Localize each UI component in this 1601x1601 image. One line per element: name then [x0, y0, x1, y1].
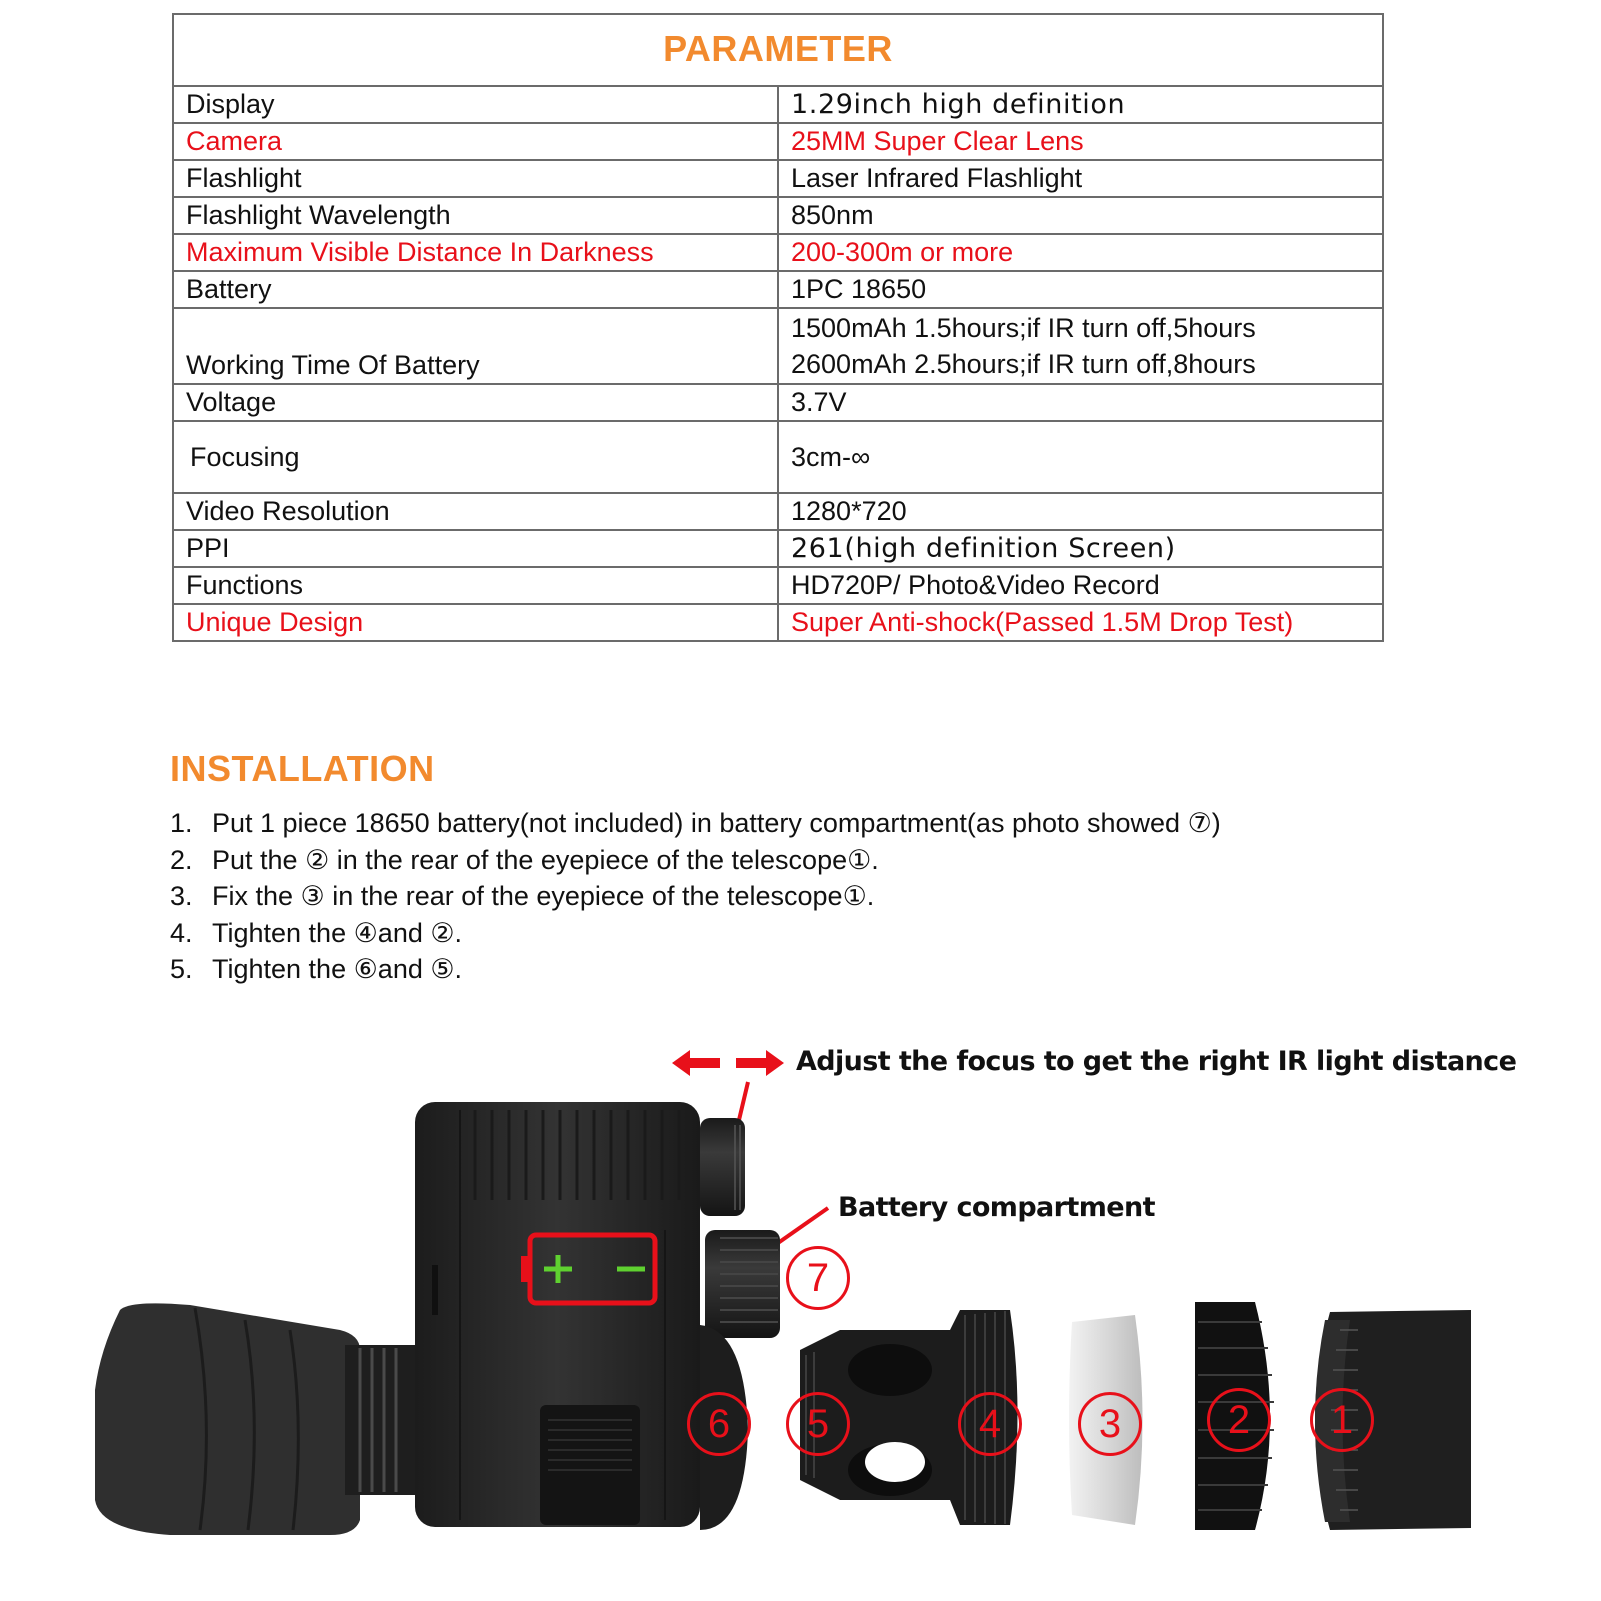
step-number: 5. [170, 954, 193, 984]
table-row-working-time [173, 308, 1383, 384]
installation-diagram [0, 1030, 1601, 1601]
row-value: Laser Infrared Flashlight [778, 160, 1383, 197]
row-label: Display [173, 86, 778, 123]
table-row-flashlight [173, 160, 1383, 197]
table-row-wavelength [173, 197, 1383, 234]
part-label-5: 5 [786, 1392, 850, 1456]
row-label: Functions [173, 567, 778, 604]
row-label: Unique Design [173, 604, 778, 641]
table-row-functions [173, 567, 1383, 604]
step-text: Tighten the ⑥and ⑤. [212, 954, 463, 984]
row-value: 3.7V [778, 384, 1383, 421]
row-value-line: 1500mAh 1.5hours;if IR turn off,5hours [791, 313, 1256, 343]
parameter-title: PARAMETER [663, 28, 893, 69]
row-value: 1PC 18650 [778, 271, 1383, 308]
table-row-video-resolution [173, 493, 1383, 530]
installation-steps [170, 805, 1221, 988]
installation-step [170, 842, 1221, 879]
installation-step [170, 878, 1221, 915]
installation-step [170, 951, 1221, 988]
parameter-title-cell [173, 14, 1383, 86]
focus-adjust-note: Adjust the focus to get the right IR light distance [796, 1046, 1517, 1077]
step-text: Tighten the ④and ②. [212, 917, 463, 948]
step-text: Put 1 piece 18650 battery(not included) in battery compartment(as photo showed ⑦) [212, 808, 1221, 838]
step-number: 4. [170, 917, 193, 948]
row-value: 261(high definition Screen) [778, 530, 1383, 567]
row-value: 3cm-∞ [778, 421, 1383, 493]
row-value: 1280*720 [778, 493, 1383, 530]
row-label: Video Resolution [173, 493, 778, 530]
row-label: Flashlight [173, 160, 778, 197]
table-row-battery [173, 271, 1383, 308]
battery-compartment-note: Battery compartment [838, 1192, 1155, 1223]
installation-step [170, 805, 1221, 842]
part-label-2: 2 [1207, 1388, 1271, 1452]
installation-title: INSTALLATION [170, 748, 435, 789]
step-number: 1. [170, 808, 193, 838]
part-label-4: 4 [958, 1392, 1022, 1456]
table-row-focusing [173, 421, 1383, 493]
row-value: HD720P/ Photo&Video Record [778, 567, 1383, 604]
device-illustration [0, 1030, 1601, 1601]
row-value: 850nm [778, 197, 1383, 234]
step-text: Fix the ③ in the rear of the eyepiece of the telescope①. [212, 881, 875, 911]
table-row-ppi [173, 530, 1383, 567]
table-row-camera [173, 123, 1383, 160]
installation-step [170, 915, 1221, 952]
row-value: 1.29inch high definition [778, 86, 1383, 123]
part-label-1: 1 [1310, 1388, 1374, 1452]
part-label-3: 3 [1078, 1392, 1142, 1456]
double-arrow-icon [672, 1050, 784, 1076]
row-value-line: 2600mAh 2.5hours;if IR turn off,8hours [791, 349, 1256, 379]
parameter-table [172, 13, 1384, 642]
row-label: Maximum Visible Distance In Darkness [173, 234, 778, 271]
row-label: Camera [173, 123, 778, 160]
table-row-display [173, 86, 1383, 123]
table-row-unique-design [173, 604, 1383, 641]
row-label: Voltage [173, 384, 778, 421]
row-value: 25MM Super Clear Lens [778, 123, 1383, 160]
row-label: Battery [173, 271, 778, 308]
row-label: Focusing [173, 421, 778, 493]
part-label-6: 6 [687, 1392, 751, 1456]
row-value: Super Anti-shock(Passed 1.5M Drop Test) [778, 604, 1383, 641]
row-label: Flashlight Wavelength [173, 197, 778, 234]
part-label-7: 7 [786, 1246, 850, 1310]
table-row-voltage [173, 384, 1383, 421]
step-text: Put the ② in the rear of the eyepiece of the telescope①. [212, 844, 879, 875]
row-value [778, 308, 1383, 384]
step-number: 3. [170, 881, 193, 911]
row-label: PPI [173, 530, 778, 567]
table-row-max-distance [173, 234, 1383, 271]
row-label: Working Time Of Battery [173, 308, 778, 384]
step-number: 2. [170, 844, 193, 875]
row-value: 200-300m or more [778, 234, 1383, 271]
